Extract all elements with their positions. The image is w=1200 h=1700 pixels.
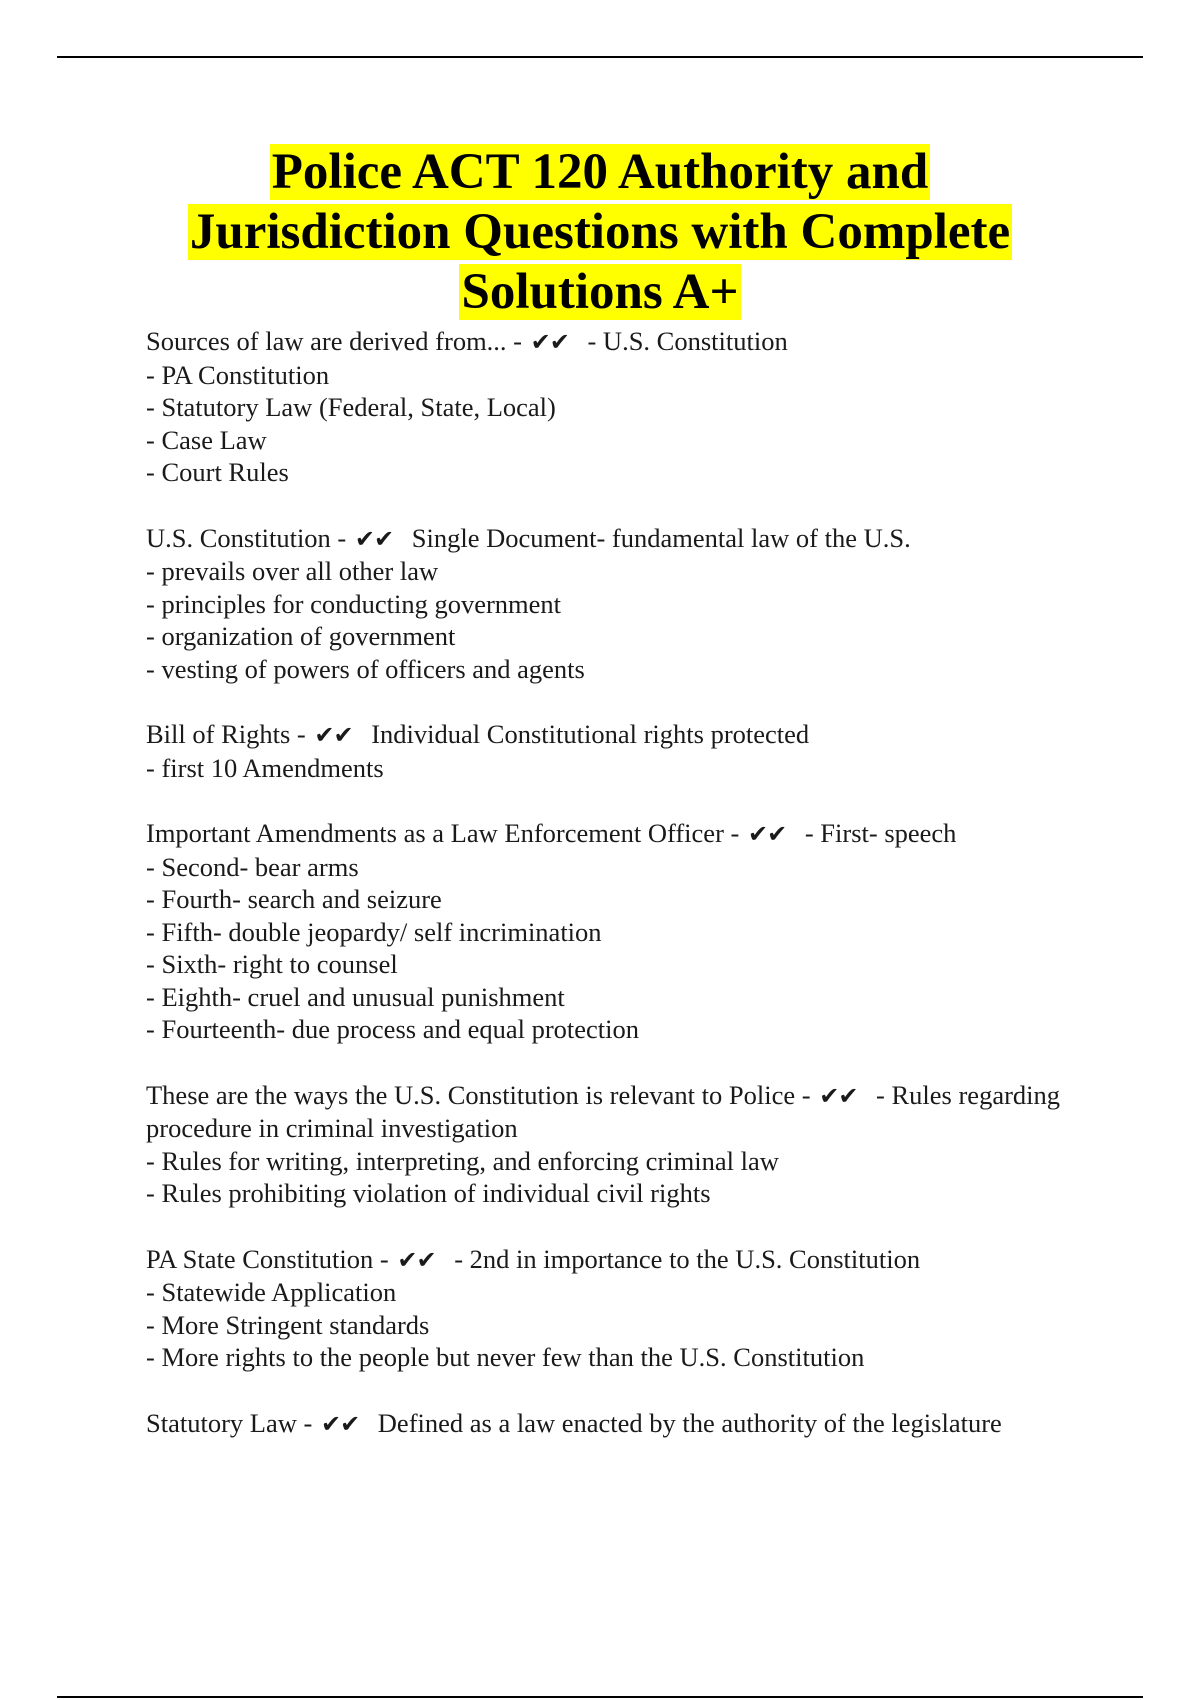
answer-line: - Eighth- cruel and unusual punishment [146, 981, 565, 1012]
double-check-icon: ✔✔ [354, 524, 394, 553]
question-text: U.S. Constitution - [146, 522, 347, 553]
qa-item [146, 325, 1106, 489]
answer-text: - 2nd in importance to the U.S. Constitution [454, 1243, 921, 1274]
answer-line: - Fifth- double jeopardy/ self incrimination [146, 916, 602, 947]
qa-item [146, 1079, 1106, 1210]
double-check-icon: ✔✔ [819, 1081, 858, 1110]
answer-text: - First- speech [804, 817, 957, 848]
answer-line: - principles for conducting government [146, 588, 562, 619]
answer-line: - Fourteenth- due process and equal protection [146, 1014, 640, 1045]
question-text: Bill of Rights - [146, 719, 306, 750]
question-text: PA State Constitution - [146, 1243, 389, 1274]
question-text: Sources of law are derived from... - [146, 326, 523, 356]
top-rule [57, 56, 1143, 58]
qa-item [146, 522, 1106, 686]
document-title [60, 142, 1140, 322]
answer-text: Defined as a law enacted by the authority of the legislature [377, 1407, 1002, 1438]
answer-text: - Rules regarding procedure in criminal investigation [146, 1079, 1067, 1144]
question-text: Statutory Law - [146, 1407, 313, 1438]
title-line-1: Police ACT 120 Authority and [271, 144, 929, 200]
question-text: Important Amendments as a Law Enforcement Officer - [146, 817, 740, 848]
document-body [146, 325, 1106, 1473]
double-check-icon: ✔✔ [530, 328, 569, 356]
qa-item [146, 718, 1106, 784]
answer-line: - Rules prohibiting violation of individual civil rights [146, 1178, 711, 1209]
answer-line: - prevails over all other law [146, 556, 439, 587]
title-line-2: Jurisdiction Questions with Complete [189, 204, 1011, 260]
title-line-3: Solutions A+ [461, 264, 739, 320]
answer-line: - More rights to the people but never few than the U.S. Constitution [146, 1342, 865, 1373]
answer-line: - Sixth- right to counsel [146, 949, 398, 980]
qa-question-line [146, 325, 1106, 359]
qa-question-line [146, 718, 1106, 752]
answer-line: - first 10 Amendments [146, 752, 384, 783]
answer-text: - U.S. Constitution [587, 326, 788, 356]
answer-text: Single Document- fundamental law of the U.S. [411, 522, 911, 553]
qa-question-line [146, 817, 1106, 851]
answer-line: - vesting of powers of officers and agents [146, 653, 585, 684]
answer-line: - Court Rules [146, 457, 289, 488]
answer-line: - Fourth- search and seizure [146, 884, 442, 915]
answer-line: - Statewide Application [146, 1277, 397, 1308]
qa-question-line [146, 1079, 1106, 1145]
answer-line: - Case Law [146, 424, 267, 455]
answer-line: - Statutory Law (Federal, State, Local) [146, 392, 556, 423]
answer-line: - More Stringent standards [146, 1309, 430, 1340]
qa-item [146, 1407, 1106, 1441]
double-check-icon: ✔✔ [320, 1409, 360, 1438]
question-text: These are the ways the U.S. Constitution is relevant to Police - [146, 1079, 811, 1110]
answer-line: - Rules for writing, interpreting, and enforcing criminal law [146, 1145, 779, 1176]
double-check-icon: ✔✔ [747, 819, 787, 848]
double-check-icon: ✔✔ [397, 1245, 436, 1274]
qa-item [146, 817, 1106, 1046]
qa-question-line [146, 522, 1106, 556]
qa-item [146, 1243, 1106, 1374]
answer-text: Individual Constitutional rights protected [371, 719, 810, 750]
qa-question-line [146, 1407, 1106, 1441]
qa-question-line [146, 1243, 1106, 1277]
answer-line: - Second- bear arms [146, 851, 359, 882]
bottom-rule [57, 1696, 1143, 1698]
answer-line: - organization of government [146, 621, 456, 652]
double-check-icon: ✔✔ [314, 721, 353, 750]
answer-line: - PA Constitution [146, 359, 330, 390]
